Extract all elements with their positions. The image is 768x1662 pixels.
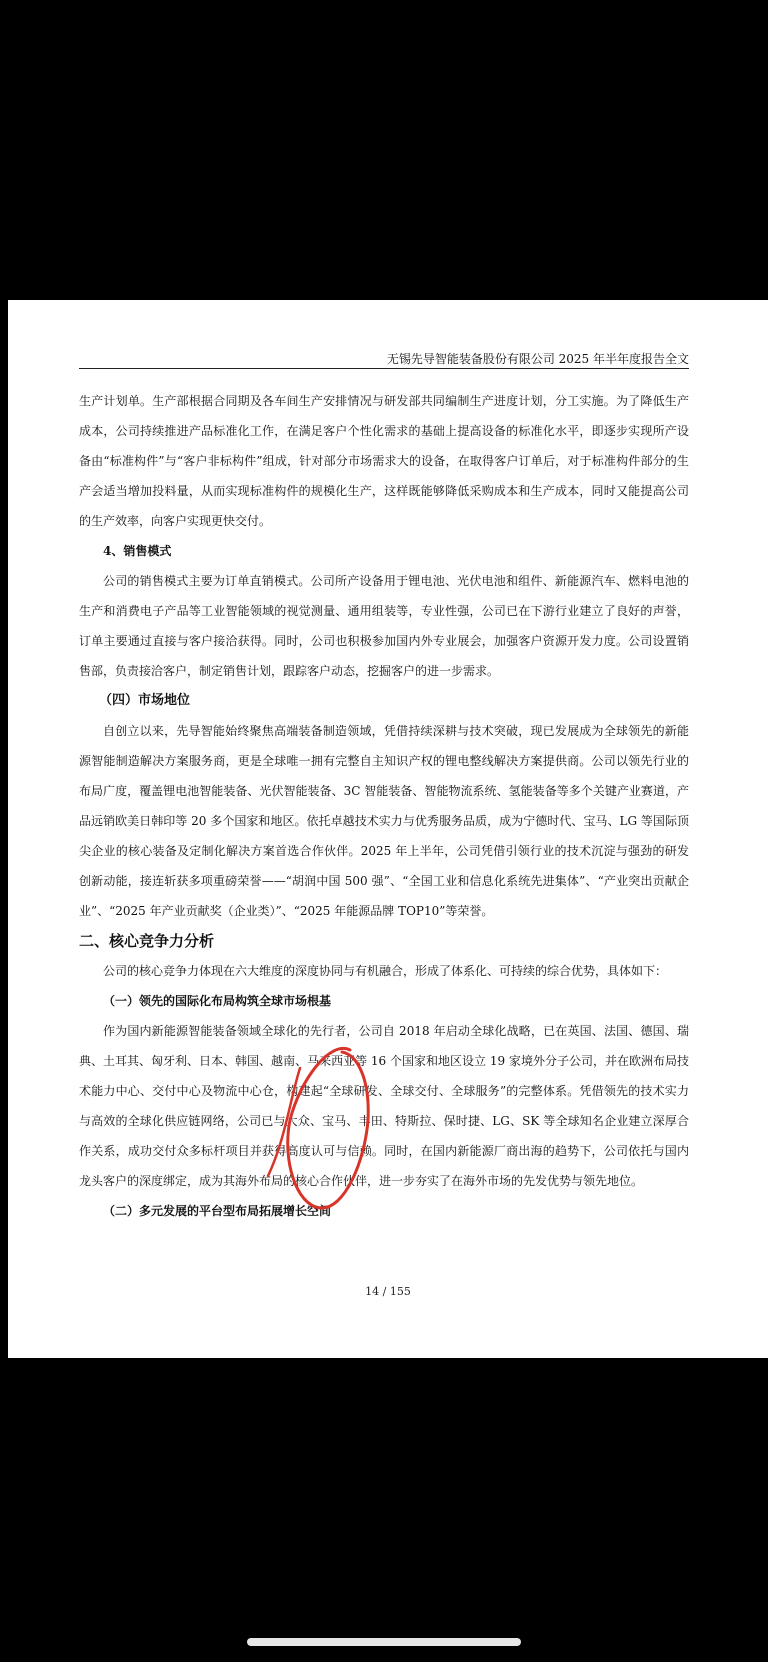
paragraph-market: 自创立以来，先导智能始终聚焦高端装备制造领域，凭借持续深耕与技术突破，现已发展成为全球领先的新能源智能制造解决方案服务商，更是全球唯一拥有完整自主知识产权的锂电整线解决方案提供商。公司以领先行业的布局广度，覆盖锂电池智能装备、光伏智能装备、3C 智能装备、智能物流系统、氢能装备等多个关键产业赛道，产品远销欧美日韩印等 20 多个国家和地区。依托卓越技术实力与优秀服务品质，成为宁德时代、宝马、LG 等国际顶尖企业的核心装备及定制化解决方案首选合作伙伴。2025 年上半年，公司凭借引领行业的技术沉淀与强劲的研发创新动能，接连斩获多项重磅荣誉——“胡润中国 500 强”、“全国工业和信息化系统先进集体”、“产业突出贡献企业”、“2025 年产业贡献奖（企业类）”、“2025 年能源品牌 TOP10”等荣誉。 — [79, 724, 689, 918]
paragraph-core-intro: 公司的核心竞争力体现在六大维度的深度协同与有机融合，形成了体系化、可持续的综合优势，具体如下： — [103, 964, 668, 978]
heading-international-layout: （一）领先的国际化布局构筑全球市场根基 — [103, 994, 332, 1008]
heading-sales-model: 4、销售模式 — [103, 544, 172, 558]
header-divider — [79, 368, 689, 369]
paragraph-international: 作为国内新能源智能装备领域全球化的先行者，公司自 2018 年启动全球化战略，已在英国、法国、德国、瑞典、土耳其、匈牙利、日本、韩国、越南、马来西亚等 16 个国家和地区设立 19 家境外分子公司，并在欧洲布局技术能力中心、交付中心及物流中心仓，构建起“全球研发、全球交付、全球服务”的完整体系。凭借领先的技术实力与高效的全球化供应链网络，公司已与大众、宝马、丰田、特斯拉、保时捷、LG、SK 等全球知名企业建立深厚合作关系，成功交付众多标杆项目并获得高度认可与信赖。同时，在国内新能源厂商出海的趋势下，公司依托与国内龙头客户的深度绑定，成为其海外布局的核心合作伙伴，进一步夯实了在海外市场的先发优势与领先地位。 — [79, 1024, 689, 1188]
paragraph-sales: 公司的销售模式主要为订单直销模式。公司所产设备用于锂电池、光伏电池和组件、新能源汽车、燃料电池的生产和消费电子产品等工业智能领域的视觉测量、通用组装等，专业性强，公司已在下游行业建立了良好的声誉，订单主要通过直接与客户接洽获得。同时，公司也积极参加国内外专业展会，加强客户资源开发力度。公司设置销售部，负责接洽客户，制定销售计划，跟踪客户动态，挖掘客户的进一步需求。 — [79, 574, 689, 678]
page-number: 14 / 155 — [365, 1285, 411, 1298]
paragraph-production: 生产计划单。生产部根据合同期及各车间生产安排情况与研发部共同编制生产进度计划，分工实施。为了降低生产成本，公司持续推进产品标准化工作，在满足客户个性化需求的基础上提高设备的标准化水平，即逐步实现所产设备由“标准构件”与“客户非标构件”组成，针对部分市场需求大的设备，在取得客户订单后，对于标准构件部分的生产会适当增加投料量，从而实现标准构件的规模化生产，这样既能够降低采购成本和生产成本，同时又能提高公司的生产效率，向客户实现更快交付。 — [79, 394, 689, 528]
home-indicator[interactable] — [247, 1638, 521, 1646]
heading-market-position: （四）市场地位 — [99, 693, 191, 708]
document-body — [79, 386, 689, 1226]
heading-platform-layout: （二）多元发展的平台型布局拓展增长空间 — [103, 1204, 332, 1218]
document-page — [8, 300, 768, 1358]
heading-core-competitiveness: 二、核心竞争力分析 — [79, 932, 215, 950]
page-header: 无锡先导智能装备股份有限公司 2025 年半年度报告全文 — [386, 352, 689, 366]
